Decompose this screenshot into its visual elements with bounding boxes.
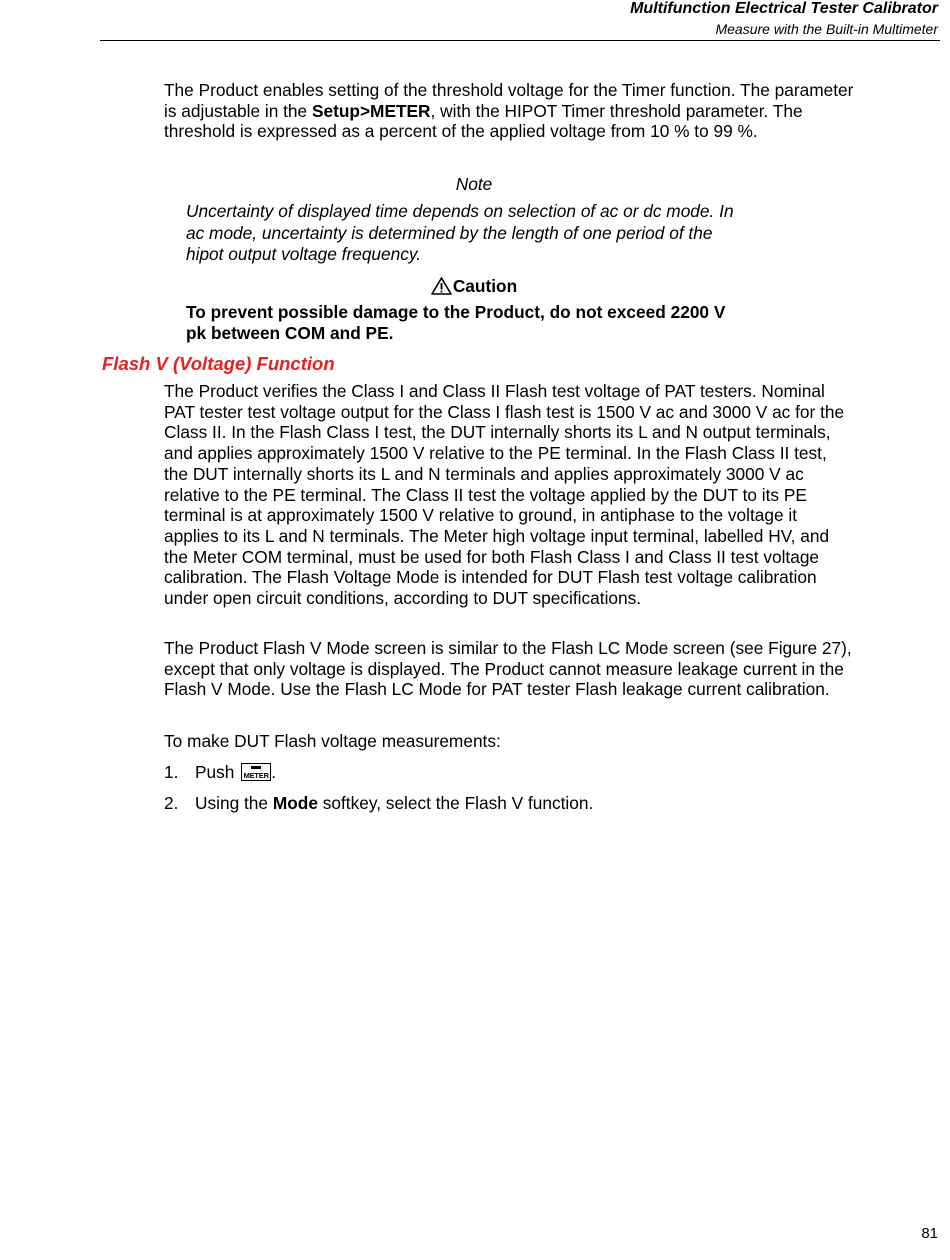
caution-body: To prevent possible damage to the Product, do not exceed 2200 V pk between COM and PE. (186, 302, 726, 343)
intro-text-end: , with the HIPOT Timer threshold parameter. The threshold is expressed as a percent of the applied voltage from 10 % to 99 %. (164, 100, 803, 142)
caution-label: Caution (452, 276, 518, 296)
header-subtitle: Measure with the Built-in Multimeter (715, 21, 938, 37)
step-number: 1. (164, 762, 179, 782)
step-number: 2. (164, 793, 179, 813)
step-text-end: . (271, 762, 277, 782)
note-label: Note (455, 174, 493, 194)
step-text: Push (195, 762, 240, 782)
caution-title (164, 276, 784, 297)
flash-screen-paragraph (164, 638, 854, 700)
mode-softkey-label: Mode (272, 793, 318, 813)
header-title: Multifunction Electrical Tester Calibrator (630, 0, 938, 17)
intro-setup-path: Setup>METER (311, 100, 431, 121)
meter-key-icon (241, 763, 271, 781)
intro-text-start: The Product enables setting of the threshold voltage for the Timer function. The parameter is adjustable in the (164, 80, 854, 121)
meter-key-label: METER (243, 771, 269, 780)
section-heading: Flash V (Voltage) Function (102, 353, 335, 374)
procedure-intro-text: To make DUT Flash voltage measurements: (164, 731, 501, 751)
page-number: 81 (921, 1225, 938, 1242)
intro-paragraph (164, 80, 854, 142)
list-item (164, 762, 276, 783)
list-item (164, 793, 593, 814)
step-text-end: softkey, select the Flash V function. (317, 793, 594, 813)
flash-description-text: The Product verifies the Class I and Class II Flash test voltage of PAT testers. Nominal PAT tester test voltage output for the Class I flash test is 1500 V ac and 3000 V ac for the Class II. In the Flash Class I test, the DUT internally shorts its L and N output terminals, and applies approximately 1500 V relative to the PE terminal. In the Flash Class II test, the DUT internally shorts its L and N terminals and applies approximately 3000 V ac relative to the PE terminal. The Class II test the voltage applied by the DUT to its PE terminal is at approximately 1500 V relative to ground, in antiphase to the voltage it applies to its L and N terminals. The Meter high voltage input terminal, labelled HV, and the Meter COM terminal, must be used for both Flash Class I and Class II test voltage calibration. The Flash Voltage Mode is intended for DUT Flash test voltage calibration under open circuit conditions, according to DUT specifications. (164, 381, 845, 609)
header-rule (100, 40, 940, 41)
note-body: Uncertainty of displayed time depends on selection of ac or dc mode. In ac mode, uncertainty is determined by the length of one period of the hipot output voltage frequency. (186, 201, 734, 265)
procedure-intro (164, 731, 854, 752)
warning-triangle-icon (431, 277, 452, 295)
flash-description-paragraph (164, 381, 854, 609)
flash-screen-text: The Product Flash V Mode screen is similar to the Flash LC Mode screen (see Figure 27), except that only voltage is displayed. The Product cannot measure leakage current in the Flash V Mode. Use the Flash LC Mode for PAT tester Flash leakage current calibration. (164, 638, 852, 700)
step-text: Using the (195, 793, 273, 813)
